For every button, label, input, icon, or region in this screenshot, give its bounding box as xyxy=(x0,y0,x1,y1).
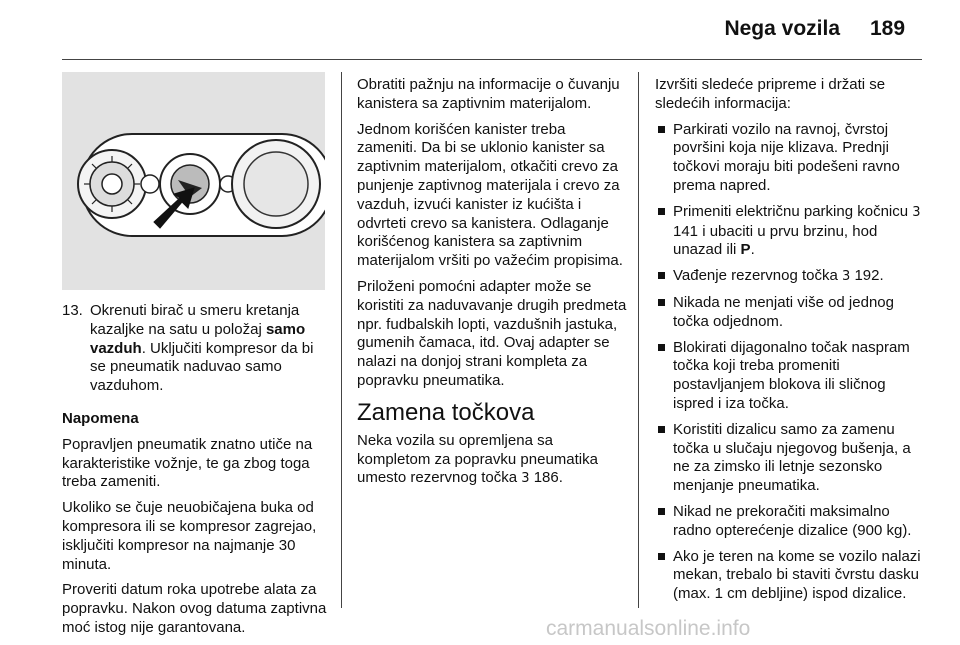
note-paragraph-2: Ukoliko se čuje neuobičajena buka od kompresora ili se kompresor zagrejao, isključiti kompresor na najmanje 30 minuta. xyxy=(62,499,317,573)
watermark: carmanualsonline.info xyxy=(546,617,751,640)
step-13-text: Okrenuti birač u smeru kretanja kazaljke na satu u položaj samo vazduh. Uključiti kompresor da bi se pneumatik naduvao samo vazduhom. xyxy=(90,302,314,395)
col2-paragraph-2: Jednom korišćen kanister treba zameniti. Da bi se uklonio kanister sa zaptivnim materijalom, otkačiti crevo za punjenje zaptivnog materijala i crevo za vazduh, izvući kanister iz kućišta i odvrteti crevo sa kanistera. Odlaganje korišćenog kanistera sa zaptivnim materijalom vršiti po važećim propisima. xyxy=(357,120,623,270)
bullet-icon xyxy=(658,553,665,560)
column-divider-2 xyxy=(638,72,639,608)
list-item: Nikad ne prekoračiti maksimalno radno opterećenje dizalice (900 kg). xyxy=(655,503,925,541)
column-divider-1 xyxy=(341,72,342,608)
bullet-icon xyxy=(658,126,665,133)
header-divider xyxy=(62,59,922,60)
list-item: Vađenje rezervnog točka 3 192. xyxy=(655,267,925,287)
compressor-selector-figure xyxy=(62,72,325,290)
step-13 xyxy=(62,302,332,396)
col2-paragraph-3: Priloženi pomoćni adapter može se koristiti za naduvavanje drugih predmeta npr. fudbalskih lopti, vazdušnih jastuka, gumenih čamaca, itd. Ovaj adapter se nalazi na donjoj strani kompleta za popravku pneumatika. xyxy=(357,277,627,389)
note-heading: Napomena xyxy=(62,409,139,427)
column-3 xyxy=(655,76,925,611)
bullet-icon xyxy=(658,508,665,515)
bullet-icon xyxy=(658,208,665,215)
bullet-icon xyxy=(658,299,665,306)
list-item: Blokirati dijagonalno točak naspram točka koji treba promeniti postavljanjem blokova ili sličnog ispred i iza točka. xyxy=(655,339,925,414)
column-2 xyxy=(357,76,627,496)
list-item: Parkirati vozilo na ravnoj, čvrstoj površini koja nije klizava. Prednji točkovi moraju biti podešeni ravno prema napred. xyxy=(655,121,925,196)
preparation-list xyxy=(655,121,925,604)
note-paragraph-1: Popravljen pneumatik znatno utiče na karakteristike vožnje, te ga zbog toga treba zameniti. xyxy=(62,435,313,491)
column-1 xyxy=(62,302,332,645)
col2-paragraph-4: Neka vozila su opremljena sa kompletom za popravku pneumatika umesto rezervnog točka 3 186. xyxy=(357,431,598,487)
list-item: Ako je teren na kome se vozilo nalazi mekan, trebalo bi staviti čvrstu dasku (max. 1 cm debljine) ispod dizalice. xyxy=(655,548,925,604)
col3-intro: Izvršiti sledeće pripreme i držati se sledećih informacija: xyxy=(655,76,886,112)
page-header-title: Nega vozila xyxy=(724,17,840,40)
compressor-illustration xyxy=(62,72,325,290)
page-ref-icon: 3 xyxy=(521,471,530,487)
col2-paragraph-1: Obratiti pažnju na informacije o čuvanju kanistera sa zaptivnim materijalom. xyxy=(357,76,620,112)
page-number: 189 xyxy=(870,17,906,40)
step-number: 13. xyxy=(62,302,83,319)
bullet-icon xyxy=(658,272,665,279)
bullet-icon xyxy=(658,344,665,351)
page-ref-icon: 3 xyxy=(842,269,851,285)
section-heading: Zamena točkova xyxy=(357,398,535,426)
bullet-icon xyxy=(658,426,665,433)
list-item: Primeniti električnu parking kočnicu 3 141 i ubaciti u prvu brzinu, hod unazad ili P. xyxy=(655,203,925,260)
list-item: Koristiti dizalicu samo za zamenu točka u slučaju njegovog bušenja, a ne za zimsko ili letnje sezonsko menjanje pneumatika. xyxy=(655,421,925,496)
note-paragraph-3: Proveriti datum roka upotrebe alata za popravku. Nakon ovog datuma zaptivna moć istog nije garantovana. xyxy=(62,581,327,636)
page-ref-icon: 3 xyxy=(912,204,921,220)
list-item: Nikada ne menjati više od jednog točka odjednom. xyxy=(655,294,925,332)
